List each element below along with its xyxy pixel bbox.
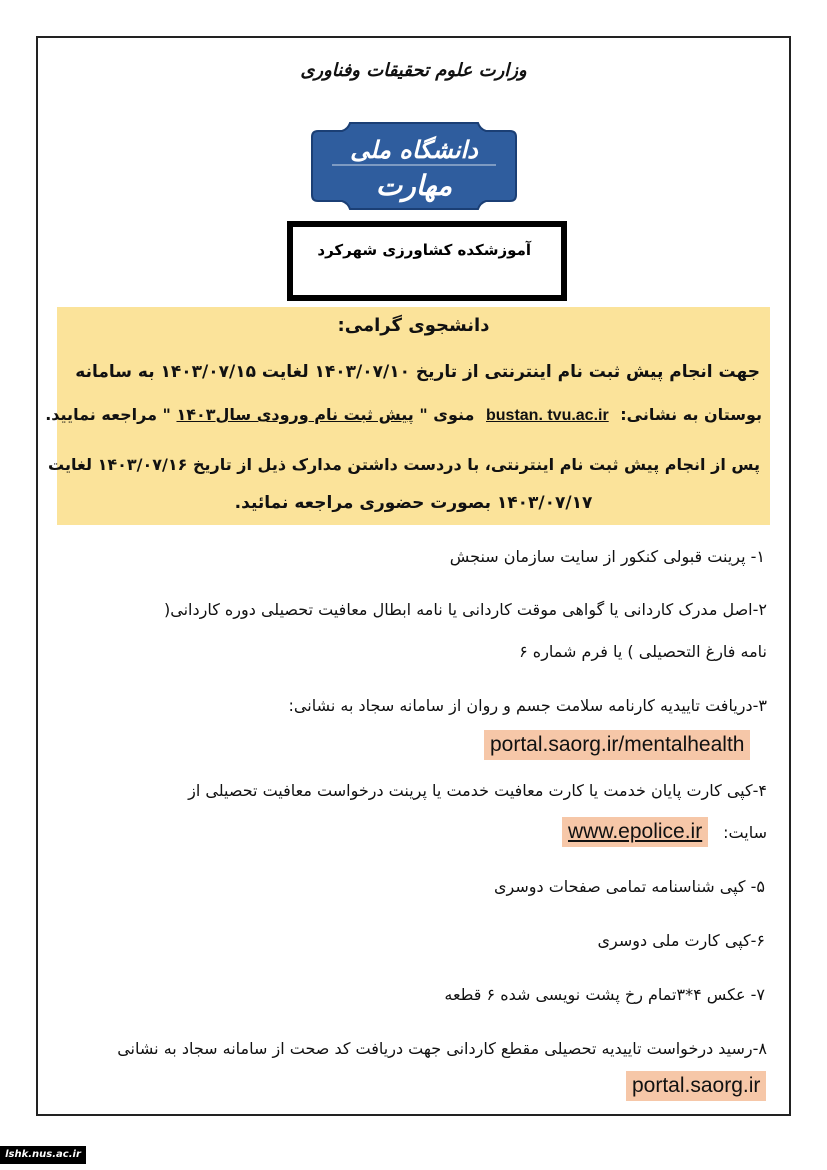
item-7: ۷- عکس ۴*۳تمام رخ پشت نویسی شده ۶ قطعه	[444, 985, 765, 1004]
school-name: آموزشکده کشاورزی شهرکرد	[317, 241, 531, 259]
item-6: ۶-کپی کارت ملی دوسری	[597, 931, 765, 950]
notice-line-3: پس از انجام پیش ثبت نام اینترنتی، با دردست داشتن مدارک ذیل از تاریخ ۱۴۰۳/۰۷/۱۶ لغایت	[48, 455, 760, 474]
item-2-line-b: نامه فارغ التحصیلی ) یا فرم شماره ۶	[519, 642, 767, 661]
epolice-link[interactable]: www.epolice.ir	[562, 817, 708, 847]
item-4-line-a: ۴-کپی کارت پایان خدمت یا کارت معافیت خدمت یا پرینت درخواست معافیت تحصیلی از	[188, 781, 767, 800]
bustan-link[interactable]: bustan. tvu.ac.ir	[486, 407, 609, 424]
item-3: ۳-دریافت تاییدیه کارنامه سلامت جسم و روان از سامانه سجاد به نشانی:	[288, 696, 767, 715]
logo-text-bottom: مهارت	[375, 169, 453, 202]
notice-box	[45, 307, 770, 525]
notice-greeting: دانشجوی گرامی:	[337, 315, 490, 336]
university-logo	[310, 115, 518, 215]
item-4-line-b: سایت:	[723, 823, 767, 842]
ministry-title: وزارت علوم تحقیقات وفناوری	[300, 60, 527, 81]
item-1: ۱- پرینت قبولی کنکور از سایت سازمان سنجش	[449, 547, 765, 566]
school-name-box	[287, 221, 567, 301]
notice-line-2	[45, 405, 762, 425]
footer-site-label: lshk.nus.ac.ir	[0, 1146, 86, 1164]
notice-line-2-suffix: " مراجعه نمایید.	[45, 405, 171, 424]
notice-line-2-prefix: بوستان به نشانی:	[620, 405, 762, 424]
saorg-link[interactable]: portal.saorg.ir	[626, 1071, 766, 1101]
mentalhealth-link[interactable]: portal.saorg.ir/mentalhealth	[484, 730, 750, 760]
item-2-line-a: ۲-اصل مدرک کاردانی یا گواهی موقت کاردانی یا نامه ابطال معافیت تحصیلی دوره کاردانی(	[163, 600, 767, 619]
notice-line-2-menu-a: منوی "	[419, 405, 475, 424]
item-5: ۵- کپی شناسنامه تمامی صفحات دوسری	[494, 877, 765, 896]
logo-text-top: دانشگاه ملی	[350, 135, 478, 164]
item-8: ۸-رسید درخواست تاییدیه تحصیلی مقطع کاردانی جهت دریافت کد صحت از سامانه سجاد به نشانی	[117, 1039, 767, 1058]
notice-line-2-menu-b: پیش ثبت نام ورودی سال۱۴۰۳	[176, 405, 414, 424]
notice-line-4: ۱۴۰۳/۰۷/۱۷ بصورت حضوری مراجعه نمائید.	[234, 493, 593, 513]
notice-line-1: جهت انجام پیش ثبت نام اینترنتی از تاریخ ۱۴۰۳/۰۷/۱۰ لغایت ۱۴۰۳/۰۷/۱۵ به سامانه	[75, 362, 760, 382]
